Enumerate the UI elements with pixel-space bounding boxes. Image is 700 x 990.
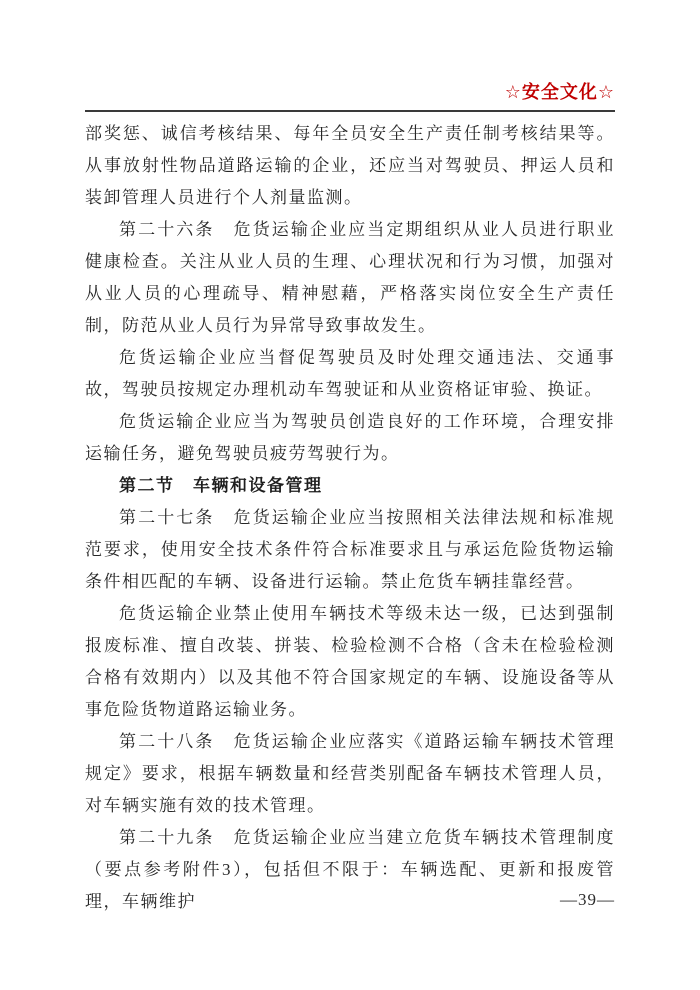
- document-body: [85, 118, 615, 918]
- paragraph-article-29: 第二十九条 危货运输企业应当建立危货车辆技术管理制度（要点参考附件3），包括但不限于：车辆选配、更新和报废管理，车辆维护: [85, 828, 615, 911]
- page-header: [85, 80, 615, 104]
- page-number: —39—: [560, 890, 615, 909]
- paragraph-continuation: 部奖惩、诚信考核结果、每年全员安全生产责任制考核结果等。从事放射性物品道路运输的企业，还应当对驾驶员、押运人员和装卸管理人员进行个人剂量监测。: [85, 124, 615, 207]
- section-heading: 第二节 车辆和设备管理: [119, 476, 323, 495]
- paragraph: 危货运输企业应当督促驾驶员及时处理交通违法、交通事故，驾驶员按规定办理机动车驾驶证和从业资格证审验、换证。: [85, 348, 615, 399]
- paragraph-article-28: 第二十八条 危货运输企业应落实《道路运输车辆技术管理规定》要求，根据车辆数量和经营类别配备车辆技术管理人员，对车辆实施有效的技术管理。: [85, 732, 615, 815]
- paragraph-article-26: 第二十六条 危货运输企业应当定期组织从业人员进行职业健康检查。关注从业人员的生理、心理状况和行为习惯，加强对从业人员的心理疏导、精神慰藉，严格落实岗位安全生产责任制，防范从业人员行为异常导致事故发生。: [85, 220, 615, 335]
- header-rule: [85, 110, 615, 112]
- paragraph: 危货运输企业禁止使用车辆技术等级未达一级，已达到强制报废标准、擅自改装、拼装、检验检测不合格（含未在检验检测合格有效期内）以及其他不符合国家规定的车辆、设施设备等从事危险货物道路运输业务。: [85, 604, 615, 719]
- paragraph: 危货运输企业应当为驾驶员创造良好的工作环境，合理安排运输任务，避免驾驶员疲劳驾驶行为。: [85, 412, 615, 463]
- page-footer: [85, 890, 615, 910]
- header-title: ☆安全文化☆: [504, 82, 615, 102]
- paragraph-article-27: 第二十七条 危货运输企业应当按照相关法律法规和标准规范要求，使用安全技术条件符合标准要求且与承运危险货物运输条件相匹配的车辆、设备进行运输。禁止危货车辆挂靠经营。: [85, 508, 615, 591]
